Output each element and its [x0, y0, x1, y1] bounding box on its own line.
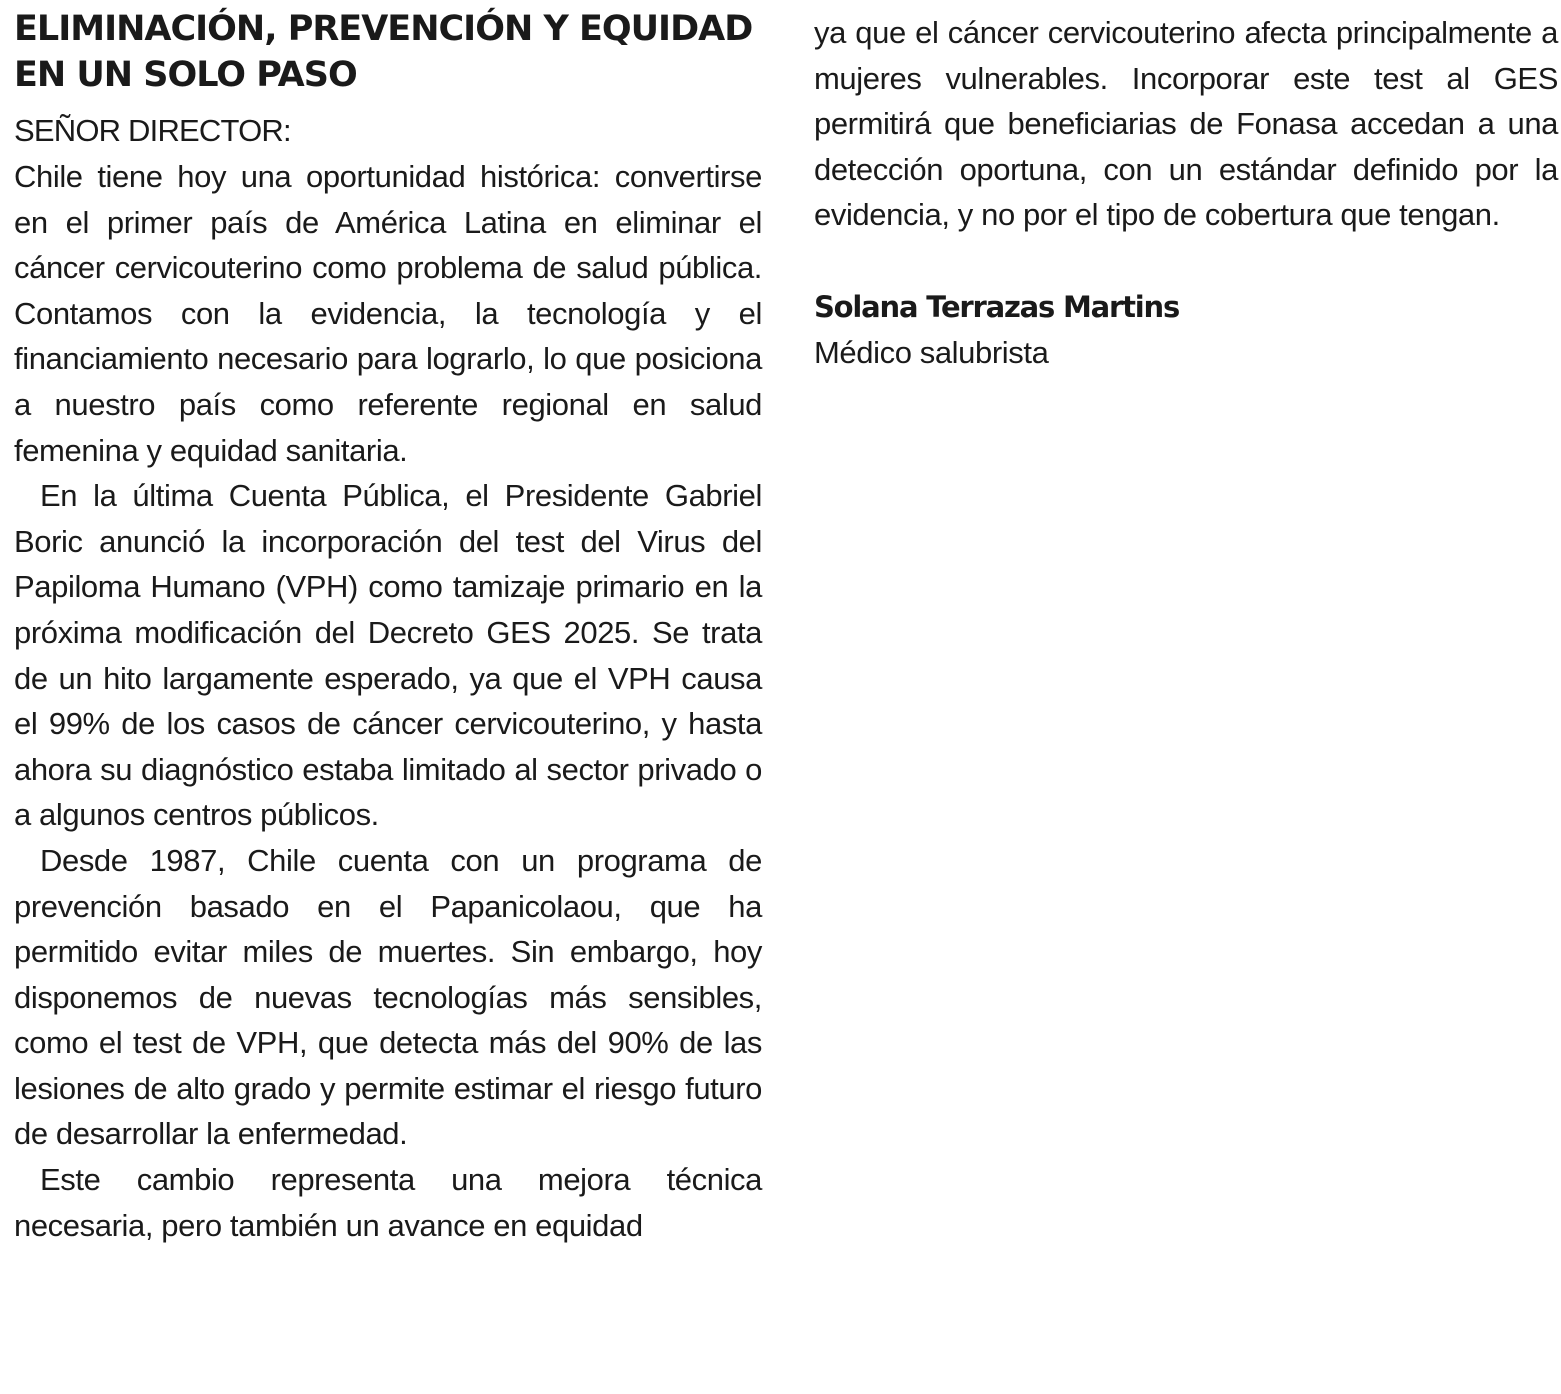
paragraph-3: Desde 1987, Chile cuenta con un programa de prevención basado en el Papanicolaou, que ha permitido evitar miles de muertes. Sin embargo, hoy disponemos de nuevas tecnologías más sensibles, como el test de VPH, que detecta más del 90% de las lesiones de alto grado y permite estimar el riesgo futuro de desarrollar la enfermedad.	[14, 842, 762, 1152]
letter-headline: ELIMINACIÓN, PREVENCIÓN Y EQUIDAD EN UN SOLO PASO	[14, 9, 753, 95]
paragraph-2: En la última Cuenta Pública, el Presidente Gabriel Boric anunció la incorporación del test del Virus del Papiloma Humano (VPH) como tamizaje primario en la próxima modificación del Decreto GES 2025. Se trata de un hito largamente esperado, ya que el VPH causa el 99% de los casos de cáncer cervicouterino, y hasta ahora su diagnóstico estaba limitado al sector privado o a algunos centros públicos.	[14, 478, 762, 833]
paragraph-4: Este cambio representa una mejora técnica necesaria, pero también un avance en equidad	[14, 1162, 762, 1243]
author-name: Solana Terrazas Martins	[814, 289, 1180, 324]
right-column	[814, 10, 1558, 376]
paragraph-1: Chile tiene hoy una oportunidad histórica: convertirse en el primer país de América Latina en eliminar el cáncer cervicouterino como problema de salud pública. Contamos con la evidencia, la tecnología y el financiamiento necesario para lograrlo, lo que posiciona a nuestro país como referente regional en salud femenina y equidad sanitaria.	[14, 159, 762, 468]
letter-salutation: SEÑOR DIRECTOR:	[14, 113, 291, 148]
author-role: Médico salubrista	[814, 334, 1049, 370]
left-column	[14, 6, 762, 1248]
paragraph-4-continuation: ya que el cáncer cervicouterino afecta principalmente a mujeres vulnerables. Incorporar este test al GES permitirá que beneficiarias de Fonasa accedan a una detección oportuna, con un estándar definido por la evidencia, y no por el tipo de cobertura que tengan.	[814, 15, 1558, 233]
signature-block	[814, 284, 1558, 376]
